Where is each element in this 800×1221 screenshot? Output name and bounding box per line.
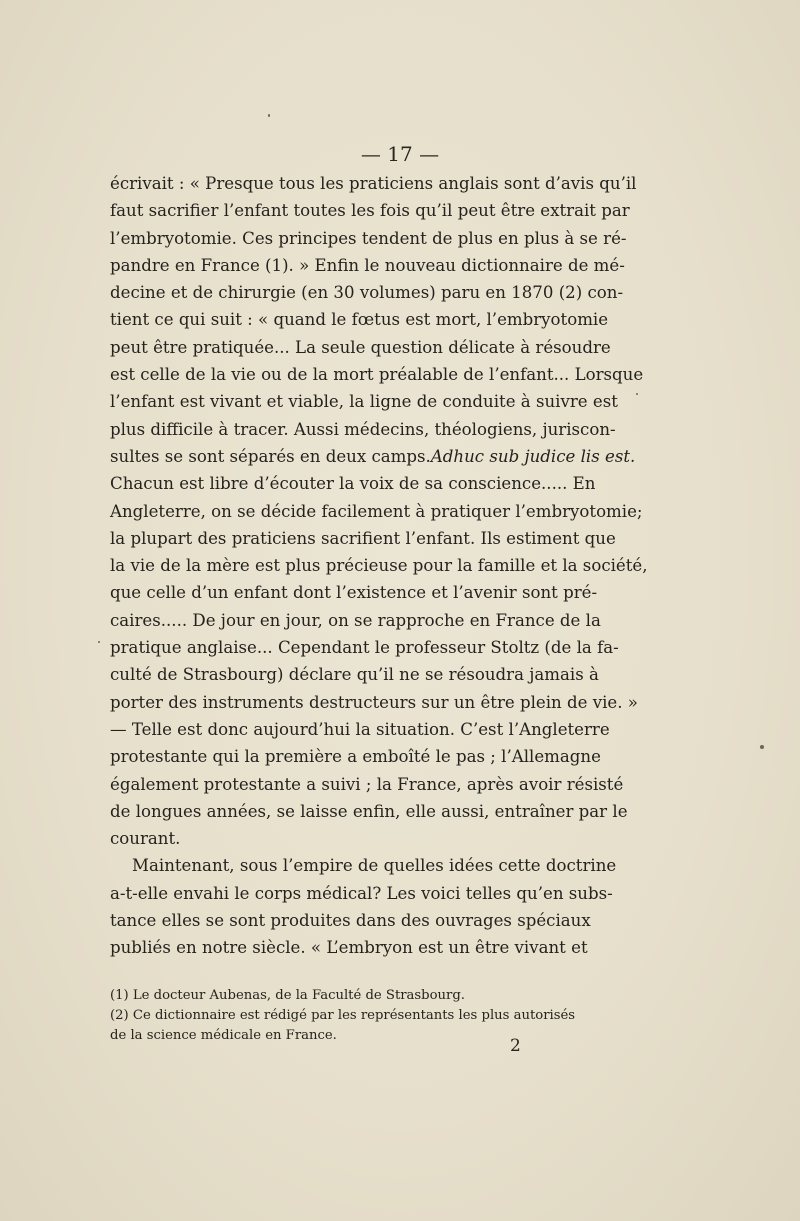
text-line: écrivait : « Presque tous les praticiens anglais sont d’avis qu’il	[110, 174, 637, 193]
text-line: peut être pratiquée... La seule question délicate à résoudre	[110, 337, 611, 357]
text-line: également protestante a suivi ; la France, après avoir résisté	[110, 774, 624, 794]
text-line: Angleterre, on se décide facilement à pratiquer l’embryotomie;	[110, 501, 643, 521]
text-line: l’embryotomie. Ces principes tendent de plus en plus à se ré-	[110, 228, 627, 248]
printer-signature: 2	[510, 1036, 521, 1056]
text-line: courant.	[110, 829, 181, 849]
text-line: faut sacrifier l’enfant toutes les fois qu’il peut être extrait par	[110, 201, 630, 221]
footnotes	[110, 986, 598, 1046]
footnote: (2) Ce dictionnaire est rédigé par les représentants les plus autorisés	[110, 1008, 576, 1023]
text-line: porter des instruments destructeurs sur un être plein de vie. »	[110, 692, 638, 712]
paper-speck	[268, 114, 270, 117]
text-line: que celle d’un enfant dont l’existence et l’avenir sont pré-	[110, 583, 598, 603]
footnote: de la science médicale en France.	[110, 1028, 337, 1043]
paper-speck	[760, 745, 764, 749]
text-line: — Telle est donc aujourd’hui la situation. C’est l’Angleterre	[110, 719, 610, 739]
text-line: tient ce qui suit : « quand le fœtus est mort, l’embryotomie	[110, 310, 609, 330]
text-line-with-latin	[110, 443, 636, 470]
text-line: caires..... De jour en jour, on se rapproche en France de la	[110, 610, 601, 630]
text-line: culté de Strasbourg) déclare qu’il ne se résoudra jamais à	[110, 665, 599, 685]
text-line: Chacun est libre d’écouter la voix de sa conscience..... En	[110, 474, 596, 494]
page-number: — 17 —	[360, 142, 440, 166]
text-line: plus difficile à tracer. Aussi médecins, théologiens, juriscon-	[110, 419, 616, 439]
text-line: de longues années, se laisse enfin, elle aussi, entraîner par le	[110, 801, 628, 821]
paper-speck	[636, 393, 638, 395]
text-line: protestante qui la première a emboîté le pas ; l’Allemagne	[110, 747, 601, 767]
text-segment: sultes se sont séparés en deux camps.	[110, 446, 431, 466]
text-line: pratique anglaise... Cependant le professeur Stoltz (de la fa-	[110, 638, 619, 658]
latin-phrase: Adhuc sub judice lis est.	[430, 446, 636, 466]
text-line: a-t-elle envahi le corps médical? Les voici telles qu’en subs-	[110, 883, 613, 903]
text-line: la vie de la mère est plus précieuse pour la famille et la société,	[110, 556, 648, 576]
text-line: la plupart des praticiens sacrifient l’enfant. Ils estiment que	[110, 528, 616, 548]
paper-speck	[98, 641, 100, 643]
main-text	[110, 170, 648, 962]
text-line: publiés en notre siècle. « L’embryon est un être vivant et	[110, 938, 588, 958]
footnote: (1) Le docteur Aubenas, de la Faculté de Strasbourg.	[110, 988, 465, 1003]
text-line: Maintenant, sous l’empire de quelles idées cette doctrine	[132, 856, 617, 876]
text-line: decine et de chirurgie (en 30 volumes) paru en 1870 (2) con-	[110, 283, 624, 303]
text-line: pandre en France (1). » Enfin le nouveau dictionnaire de mé-	[110, 255, 625, 275]
text-line: est celle de la vie ou de la mort préalable de l’enfant... Lorsque	[110, 365, 644, 385]
text-line: l’enfant est vivant et viable, la ligne de conduite à suivre est	[110, 392, 618, 412]
text-line: tance elles se sont produites dans des ouvrages spéciaux	[110, 911, 591, 931]
